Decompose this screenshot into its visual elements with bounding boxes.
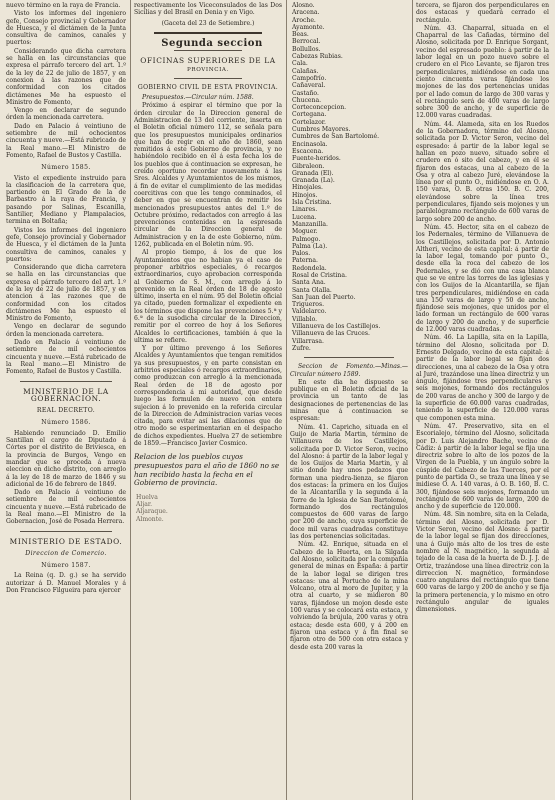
paragraph: Visto el expediente instruido para la clasificacion de la carretera que, partiendo en El Grado de la de Barbastro á la raya de Francia, y pasando por Salinas, Escanilla, Santilier, Mediano y Plampalacios, termina en Boltaña;	[6, 174, 126, 226]
paragraph: Vengo en declarar de segundo órden la mencionada carretera.	[6, 107, 126, 122]
list-item: Redondela.	[292, 264, 327, 272]
paragraph: Considerando que dicha carretera se halla en las circunstancias que expresa el párrafo tercero del art. 1.º de la ley de 22 de julio de 1857, y en atencion á las razones que de conformidad con los citados dictámenes Me ha espuesto el Ministro de Fomento,	[6, 264, 126, 323]
decree-heading: REAL DECRETO.	[36, 407, 96, 415]
column-3	[290, 2, 408, 798]
paragraph: Núm. 44. Alameda, sita en los Ruedos de la Gobernadora, término del Alosno, solicitada por D. Victor Seron, vecino del espresado: á partir de la labor legal se hallan en pozo nuevo, situado sobre el crudero en ó sito del cabezo, y en él se fijaron dos estacas, una al cabezo de la Osa y otra al cabezo Juré, elevándose la línea por el punto O., midiéndose en O. A. 150 varas, O. B. otras 150. B. C. 200, elevándose sobre la línea tres perpendiculares, fijando seis mojones y un paralelógramo rectángulo de 600 varas de largo sobre 200 de ancho.	[416, 120, 549, 223]
list-item: Berrocal.	[292, 38, 321, 46]
section-divider	[304, 357, 394, 358]
list-item: Cala.	[292, 60, 308, 68]
column-2	[134, 2, 282, 798]
list-item: Villanueva de los Castillejos.	[292, 323, 381, 331]
list-item: Huelva	[136, 493, 158, 501]
gazette-source: (Gaceta del 23 de Setiembre.)	[161, 19, 255, 27]
decree-number: Número 1585.	[41, 164, 91, 172]
column-1	[6, 2, 126, 798]
government-heading: GOBIERNO CIVIL DE ESTA PROVINCIA.	[137, 83, 279, 91]
circular-title: Presupuestos.—Circular núm. 1588.	[142, 94, 254, 102]
list-item: Cortelazor.	[292, 118, 326, 126]
column-rule	[130, 0, 131, 800]
paragraph: Dado en Palacio á veintiuno de setiembre de mil ochocientos cincuenta y nueve.—Está rubricado de la Real mano.—El Ministro de Fomento, Rafael de Bustos y Castilla.	[6, 339, 126, 376]
list-item: Manzanilla.	[292, 220, 328, 228]
list-item: Alosno.	[292, 2, 315, 9]
town-list	[290, 2, 408, 352]
list-item: Cañaveral.	[292, 82, 326, 90]
list-item: Aljaraque.	[136, 508, 168, 516]
subsection-heading: Direccion de Comercio.	[25, 549, 107, 557]
list-item: Castaño.	[292, 89, 319, 97]
column-4	[416, 2, 549, 798]
list-item: Calañas.	[292, 67, 319, 75]
list-item: Palma (La).	[292, 242, 328, 250]
list-item: Aljar.	[136, 501, 153, 508]
section-title: Segunda seccion	[161, 37, 263, 49]
paragraph: Visto los informes del ingeniero gefe, Consejo provincial y Gobernador de Huesca, y el dictámen de la Junta consultiva de caminos, canales y puertos:	[6, 10, 126, 47]
list-item: Moguer.	[292, 228, 318, 236]
list-item: Zufre.	[292, 344, 311, 352]
list-item: Lucena.	[292, 213, 317, 221]
offices-heading: OFICINAS SUPERIORES DE LA	[140, 56, 276, 66]
list-item: Cortegana.	[292, 111, 327, 119]
list-item: Santa Ana.	[292, 279, 326, 287]
list-item: Paterna.	[292, 257, 318, 265]
paragraph: Núm. 43. Chaparral, situada en el Chaparral de las Cañadas, término del Alosno, solicitada por D. Enrique Sorgant, vecino del espresado pueblo: á partir de la labor legal en un pozo nuevo sobre el crudero en el Pico Levante, se fijaron tres perpendiculares, midiéndose en cada una ciento cincuenta varas fijándose los mojones de las dos pertenencias unidas por el lado comun de largo de 300 varas y el rectángulo será de 400 varas de largo sobre 300 de ancho, y de superficie de 12.000 varas cuadradas.	[416, 24, 549, 120]
list-item: Campofrío.	[292, 74, 327, 82]
ministry-heading: MINISTERIO DE ESTADO.	[9, 536, 123, 546]
paragraph: Al propio tiempo, á los de que los Ayuntamientos que no habian ya el caso de proponer arbitrios especiales, ó recargos extraordinarios, cuyo aprobacion corresponda al Gobierno de S. M., con arreglo á lo prevenido en la Real órden de 18 de agosto último, inserta en el núm. 95 del Boletin oficial ya citado, pueden formalizar el expediente en los términos que dispone las prevenciones 5.ª y 6.ª de la susodicha circular de la Direccion, remitir por el correo de hoy á los Señores Alcaldes lo certificaciones, también á que la ultima se refiere.	[134, 249, 282, 344]
section-divider	[174, 50, 242, 51]
paragraph: Dado en Palacio á veintiuno de setiembre de mil ochocientos cincuenta y nueve.—Está rubricado de la Real mano.—El Ministro de la Gobernacion, José de Posada Herrera.	[6, 489, 126, 526]
list-item: Villablo.	[292, 315, 318, 323]
list-item: Palos.	[292, 250, 311, 258]
paragraph: respectivamente los Viceconsulados de las Dos Sicilias y del Brasil en Denia y en Vigo.	[134, 2, 282, 17]
list-item: Cumbres de San Bartolomé.	[292, 133, 380, 141]
list-item: Santa Olalla.	[292, 286, 332, 294]
paragraph: Núm. 48. Sin nombre, sita en la Celada, término del Alosno, solicitada por D. Victor Seron, vecino del Alosno: á partir de la labor legal se fijan dos direcciones, una á Guijo más alto de los tres de este nombre al N. magnético, la segunda al tejado de la casa de la huerta de D. J. J. de Ortiz, trazándose una línea directriz con la dirreccion N. magnético, formándose cuatro angulares del rectángulo que tiene 600 varas de largo y 200 de ancho y se fija la primera pertenencia, y lo mismo en otro rectángulo angular de iguales dimensiones.	[416, 511, 549, 614]
list-item: Corteconcepcion.	[292, 104, 347, 112]
decree-number: Número 1587.	[41, 562, 91, 570]
list-item: Palmogo.	[292, 235, 321, 243]
paragraph: Dado en Palacio á veintiuno de setiembre de mil ochocientos cincuenta y nueve.—Está rubricado de la Real mano.—El Ministro de Fomento, Rafael de Bustos y Castilla.	[6, 122, 126, 159]
list-item: Chucena.	[292, 96, 322, 104]
paragraph: Núm. 46. La Lapilla, sita en la Lapilla, término del Alosno, solicitada por D. Ernesto Delgado, vecino de esta capital: á partir de la labor legal se fijan dos direcciones, una al cabezo de la Osa y otra al Juré, trazándose una línea directriz y un ángulo, fijándose tres perpendiculares y seis mojones, formando dos rectángulos de 200 varas de ancho y 300 de largo y de la superficie de 60.000 varas cuadradas, teniendo la superficie de 120.000 varas que componen esta mina.	[416, 334, 549, 422]
paragraph: Y por último prevengo á los Señores Alcaldes y Ayuntamientos que tengan remitidos ya sus presupuestos, y en parte consistan en arbitrios especiales ó recargos extraordinarios, como produzcan con arreglo á la mencionada Real órden de 18 de agosto por correspondencia á mi autoridad, que desde luego las formulen de nuevo con entera sujecion á lo prevenido en la referida circular de la Direccion de Administracion varias veces citada, para evitar así las dilaciones que de otro modo se esperimentarian en el despacho de dichos expedientes. Huelva 27 de setiembre de 1859.—Francisco Javier Cosmico.	[134, 345, 282, 448]
paragraph: tercera, se fijaron dos perpendiculares en dos estacas y quedará cerrado el rectángulo.	[416, 2, 549, 24]
circular-title: Seccion de Fomento.—Minas.—Circular número 1589.	[290, 363, 408, 378]
paragraph: En este dia he dispuesto se publique en el Boletin oficial de la provincia un tanto de las designaciones de pertenencias de las minas que á continuacion se espresan:	[290, 378, 408, 423]
list-title: Relacion de los pueblos cuyos presupuestos para el año de 1860 no se han recibido hasta la fecha en el Gobierno de provincia.	[134, 452, 280, 488]
list-item: Cumbres Mayores.	[292, 126, 351, 134]
town-list	[134, 494, 282, 523]
list-item: Encinasola.	[292, 140, 328, 148]
paragraph: La Reina (q. D. g.) se ha servido autorizar á D. Manuel Morales y á Don Francisco Filgueira para ejercer	[6, 572, 126, 595]
list-item: Hinojos.	[292, 191, 318, 199]
paragraph: nuevo término en la raya de Francia.	[6, 2, 121, 9]
list-item: Escacena.	[292, 147, 324, 155]
paragraph: Núm. 42. Enrique, situada en el Cabezo de la Huerta, en la Silgada del Alosno, solicitada por la compañía general de minas en España: á partir de la labor legal se dirigen tres estacas: una al Portucho de la mina Volcano, otra al moro de Jupiter, y la otra al cuarto, y se midieron 80 varas, fijándose un mojon desde este 100 varas y se colocará esta estaca, y volviendo la brújula, 200 varas y otra estaca; desde esta 600, y á 200 en fijaron una estaca y á fin final se fijaron otro de 500 con otra estaca y desde esta 200 varas la	[290, 541, 408, 651]
list-item: Aracena.	[292, 9, 320, 17]
section-divider	[20, 381, 112, 382]
ministry-heading: MINISTERIO DE LA GOBERNACION.	[23, 386, 109, 403]
list-item: Linares.	[292, 206, 318, 214]
list-item: Rosal de Cristina.	[292, 271, 347, 279]
paragraph: Núm. 41. Capricho, situada en el Guijo de Maria Martin, término de Villanueva de los Castillejos, solicitada por D. Victor Seron, vecino del Alosno: á partir de la labor legal y de los Guijos de Maria Martin, y al sitio donde hay unos pedazos que forman una piedra-lienza, se fijaron dos estacas: la primera en los Guijos de la Alcantarilla y la segunda á la Torre de la Iglesia de San Bartolomé, formando dos rectángulos compuestos de 600 varas de largo por 200 de ancho, cuya superficie de doce mil varas cuadradas constituye las dos pertenencias solicitadas.	[290, 423, 408, 541]
column-rule	[286, 0, 287, 800]
list-item: Almonte.	[136, 515, 164, 523]
paragraph: Considerando que dicha carretera se halla en las circunstancias que expresa el párrafo tercero del art. 1.º de la ley de 22 de julio de 1857, y en conexion á las razones que de conformidad con los citados dictámenes Me ha espuesto el Ministro de Fomento,	[6, 47, 126, 106]
list-item: Aroche.	[292, 16, 316, 24]
section-divider	[154, 32, 262, 34]
list-item: Valdelarco.	[292, 308, 327, 316]
paragraph: Próximo á espirar el término que por la órden circular de la Direccion general de Administracion de 13 del corriente, inserta en el Boletin oficial número 112, se señala para que los presupuestos municipales ordinarios que han de regir en el año de 1860, sean remitidos á este Gobierno de provincia, y no habiéndolo recibido en él á esta fecha los de los pueblos que á continuacion se expresan, he creido oportuno recordar nuevamente á las Sres. Alcaldes y Ayuntamientos de los mismos, á fin de evitar el cumplimiento de las medidas coercitivas con que les tengo conminados, el deber en que se encuentran de remitir los mencionados presupuestos antes del 1.º de Octubre próximo, redactados con arreglo á las prevenciones contenidas en la espresada circular de la Direccion general de Administracion y en la de este Gobierno, núm. 1262, publicada en el Boletin núm. 95.	[134, 102, 282, 249]
paragraph: Vengo en declarar de segundo órden la mencionada carretera.	[6, 323, 126, 338]
decree-number: Número 1586.	[41, 419, 91, 427]
list-item: Fuente-heridos.	[292, 155, 341, 163]
list-item: Villanueva de las Cruces.	[292, 330, 370, 338]
list-item: Villarrasa.	[292, 337, 324, 345]
paragraph: Núm. 45. Hector, sita en el cabezo de los Pedernales, término de Villanueva de los Castillejos, solicitada por D. Antonio Altheri, vecino de esta capital: á partir de la labor legal, tomando por punto O., desde ella la roca del cabezo de los Pedernales, y se dió con una casa blanca que se ve entre las torres de las iglesias y con los Guijos de la Alcantarilla, se fijan tres perpendiculares, midiéndose en cada una 150 varas de largo y 50 de ancho, fijándose seis mojones, que unidos por el lado forman un rectángulo de 600 varas de largo y 200 de ancho, y de superficie de 12.000 varas cuadradas.	[416, 223, 549, 334]
offices-subheading: PROVINCIA.	[187, 67, 229, 74]
paragraph: Habiendo renunciado D. Emilio Santillan el cargo de Diputado á Córtes por el distrito de Briviesca, en la provincia de Burgos, Vengo en mandar que se proceda á nueva eleccion en dicho distrito, con arreglo á la ley de 18 de marzo de 1846 y su adicional de 16 de febrero de 1849.	[6, 429, 126, 488]
list-item: Cabezas Rubias.	[292, 53, 343, 61]
list-item: Ayamonte.	[292, 23, 325, 31]
column-rule	[412, 0, 413, 800]
paragraph: Vistos los informes del ingeniero gefe, Consejo provincial y Gobernador de Huesca, y el dictámen de la Junta consultiva de caminos, canales y puertos:	[6, 226, 126, 263]
list-item: Granada (El).	[292, 169, 334, 177]
list-item: Hinojales.	[292, 184, 323, 192]
list-item: Granada (La).	[292, 177, 335, 185]
list-item: Bollullos.	[292, 45, 321, 53]
paragraph: Núm. 47. Preservativo, sita en el Escorialejo, término del Alosno, solicitada por D. Luis Alejandro Bache, vecino de Cádiz: á partir de la labor legal se fija una directriz sobre lo alto de los pozos de la Virgen de la Puebla, y un ángulo sobre la cúspide del Cabezo de las Tuerces, por el punto de partida O., se traza una línea y se midiese O. A. 140 varas, á O. B. 160, B. C. 300, fijándose seis mojones, formando un rectángulo de 600 varas de largo, 200 de ancho y de superficie de 120.000.	[416, 422, 549, 511]
list-item: Trigueros.	[292, 301, 325, 309]
list-item: San Juan del Puerto.	[292, 293, 356, 301]
list-item: Isla Cristina.	[292, 199, 332, 207]
list-item: Beas.	[292, 31, 309, 39]
list-item: Gibraleon.	[292, 162, 325, 170]
section-divider	[20, 531, 112, 532]
section-divider	[174, 78, 242, 79]
